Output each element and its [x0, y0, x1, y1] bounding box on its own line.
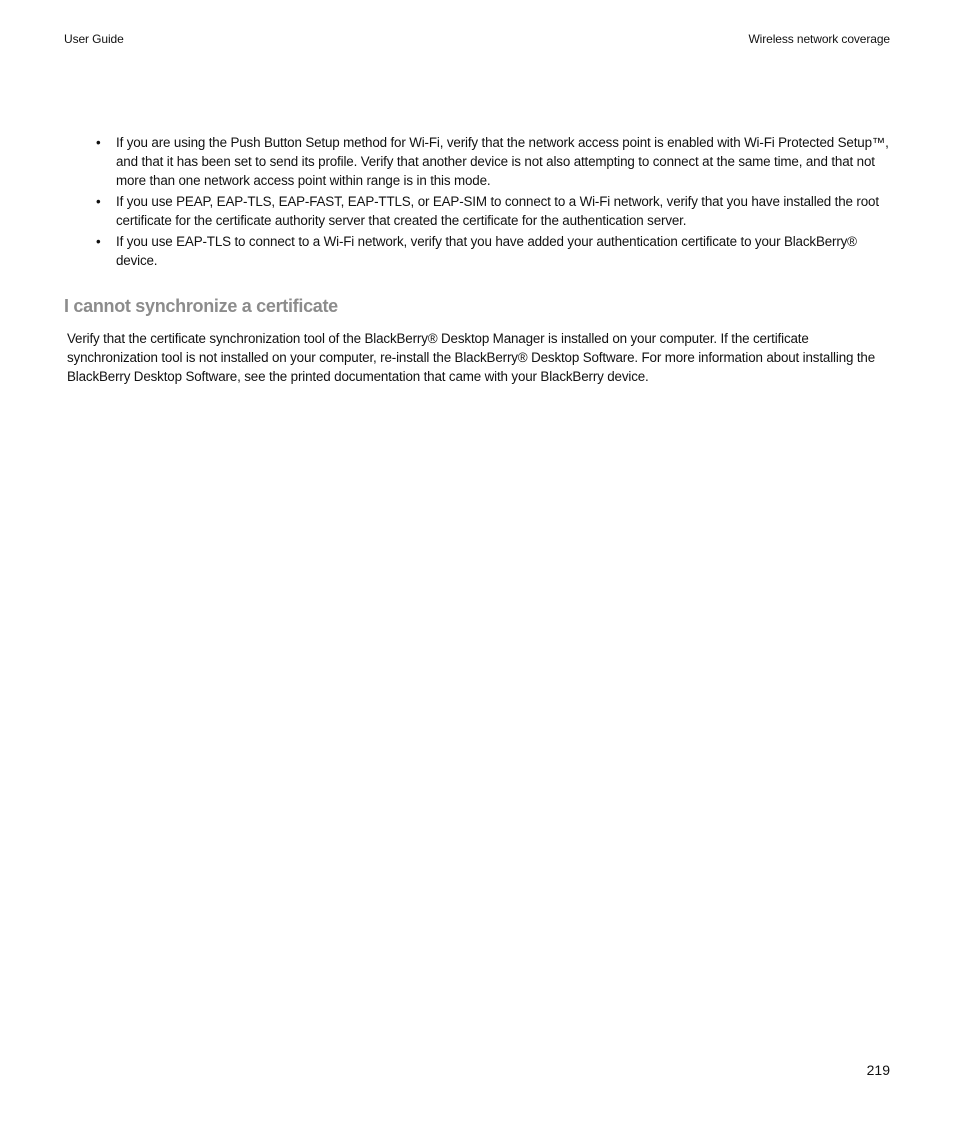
header-section-title: Wireless network coverage [748, 32, 890, 46]
bullet-text: If you are using the Push Button Setup method for Wi-Fi, verify that the network access point is enabled with Wi-Fi Protected Setup™, and that it has been set to send its profile. Verify that another device is not also attempting to connect at the same time, and that not more than one network access point within range is in this mode. [116, 135, 889, 188]
section-body-text: Verify that the certificate synchronization tool of the BlackBerry® Desktop Manager is installed on your computer. If the certificate synchronization tool is not installed on your computer, re-install the BlackBerry® Desktop Software. For more information about installing the BlackBerry Desktop Software, see the printed documentation that came with your BlackBerry device. [67, 331, 876, 384]
bullet-text: If you use EAP-TLS to connect to a Wi-Fi network, verify that you have added your authentication certificate to your BlackBerry® device. [116, 234, 857, 268]
header-document-title: User Guide [64, 32, 124, 46]
troubleshooting-bullet-list [96, 133, 896, 272]
bullet-item [96, 192, 896, 230]
bullet-item [96, 232, 896, 270]
bullet-marker: • [96, 234, 101, 249]
bullet-item [96, 133, 896, 190]
page-number: 219 [866, 1062, 890, 1078]
section-heading: I cannot synchronize a certificate [64, 296, 338, 316]
bullet-marker: • [96, 135, 101, 150]
bullet-text: If you use PEAP, EAP-TLS, EAP-FAST, EAP-TTLS, or EAP-SIM to connect to a Wi-Fi network, verify that you have installed the root certificate for the certificate authority server that created the certificate for the authentication server. [116, 194, 879, 228]
bullet-marker: • [96, 194, 101, 209]
